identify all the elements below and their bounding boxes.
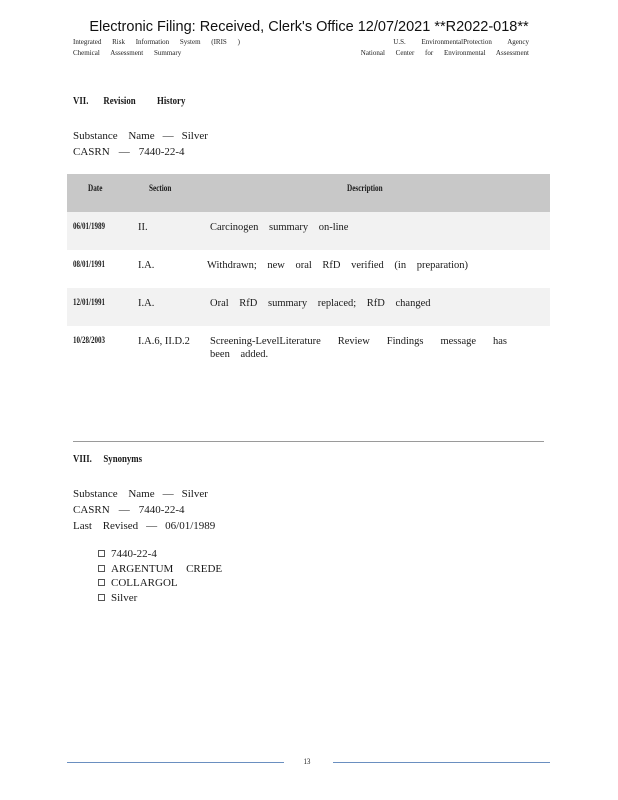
row-section: I.A.6, II.D.2 — [138, 336, 190, 347]
list-item — [98, 576, 222, 591]
square-bullet-icon — [98, 579, 105, 586]
dash: — — [162, 488, 174, 500]
casrn-label: CASRN — [73, 146, 110, 158]
row-date: 10/28/2003 — [73, 335, 105, 345]
substance-name-value: Silver — [181, 488, 208, 500]
revision-history-table — [67, 174, 550, 376]
table-row — [67, 326, 550, 376]
list-item — [98, 547, 222, 562]
row-section: I.A. — [138, 298, 155, 309]
heading-word: Synonyms — [103, 453, 143, 465]
casrn-line — [73, 502, 215, 518]
section-number: VII. — [73, 95, 89, 107]
section-number: VIII. — [73, 453, 92, 465]
row-date: 06/01/1989 — [73, 221, 105, 231]
row-date: 08/01/1991 — [73, 259, 105, 269]
table-header-row — [67, 174, 550, 212]
row-section: I.A. — [138, 260, 155, 271]
table-row — [67, 250, 550, 288]
column-header-section: Section — [149, 183, 172, 193]
substance-name-label: Substance Name — [73, 488, 155, 500]
synonym-text: Silver — [111, 591, 138, 604]
header-document-type: Chemical Assessment Summary — [73, 49, 182, 57]
table-row — [67, 212, 550, 250]
list-item — [98, 562, 222, 577]
synonym-text: COLLARGOL — [111, 577, 178, 589]
footer-rule-right — [333, 762, 550, 763]
header-agency: U.S. EnvironmentalProtection Agency — [393, 38, 529, 46]
last-revised-label: Last Revised — [73, 520, 139, 532]
row-section: II. — [138, 222, 148, 233]
row-date: 12/01/1991 — [73, 297, 105, 307]
last-revised-line — [73, 518, 215, 534]
row-description: Screening-LevelLiterature Review Findings message has been added. — [210, 336, 507, 360]
last-revised-value: 06/01/1989 — [165, 520, 216, 532]
synonym-text: 7440-22-4 — [111, 548, 157, 560]
casrn-line — [73, 144, 208, 160]
casrn-value: 7440-22-4 — [138, 146, 185, 158]
substance-name-line — [73, 486, 215, 502]
heading-word: Revision — [103, 95, 136, 107]
revision-substance-info — [73, 128, 208, 160]
dash: — — [118, 504, 130, 516]
synonyms-heading — [73, 453, 142, 465]
row-description: Carcinogen summary on-line — [210, 222, 349, 233]
electronic-filing-banner: Electronic Filing: Received, Clerk's Office 12/07/2021 **R2022-018** — [89, 19, 529, 35]
section-divider — [73, 441, 544, 442]
dash: — — [118, 146, 130, 158]
header-system-name: Integrated Risk Information System (IRIS ) — [73, 38, 240, 46]
footer-rule-left — [67, 762, 284, 763]
substance-name-line — [73, 128, 208, 144]
column-header-date: Date — [88, 183, 103, 193]
square-bullet-icon — [98, 565, 105, 572]
column-header-description: Description — [347, 183, 383, 193]
dash: — — [146, 520, 158, 532]
synonyms-substance-info — [73, 486, 215, 534]
row-description: Withdrawn; new oral RfD verified (in preparation) — [207, 260, 468, 271]
casrn-value: 7440-22-4 — [138, 504, 185, 516]
table-row — [67, 288, 550, 326]
square-bullet-icon — [98, 594, 105, 601]
header-center: National Center for Environmental Assessment — [360, 49, 529, 57]
synonyms-list — [98, 547, 222, 605]
revision-history-heading — [73, 95, 185, 107]
list-item — [98, 591, 222, 606]
row-description: Oral RfD summary replaced; RfD changed — [210, 298, 431, 309]
heading-word: History — [157, 95, 186, 107]
page-number: 13 — [303, 757, 311, 766]
synonym-text: ARGENTUM CREDE — [111, 562, 223, 575]
substance-name-label: Substance Name — [73, 130, 155, 142]
square-bullet-icon — [98, 550, 105, 557]
dash: — — [162, 130, 174, 142]
substance-name-value: Silver — [181, 130, 208, 142]
casrn-label: CASRN — [73, 504, 110, 516]
